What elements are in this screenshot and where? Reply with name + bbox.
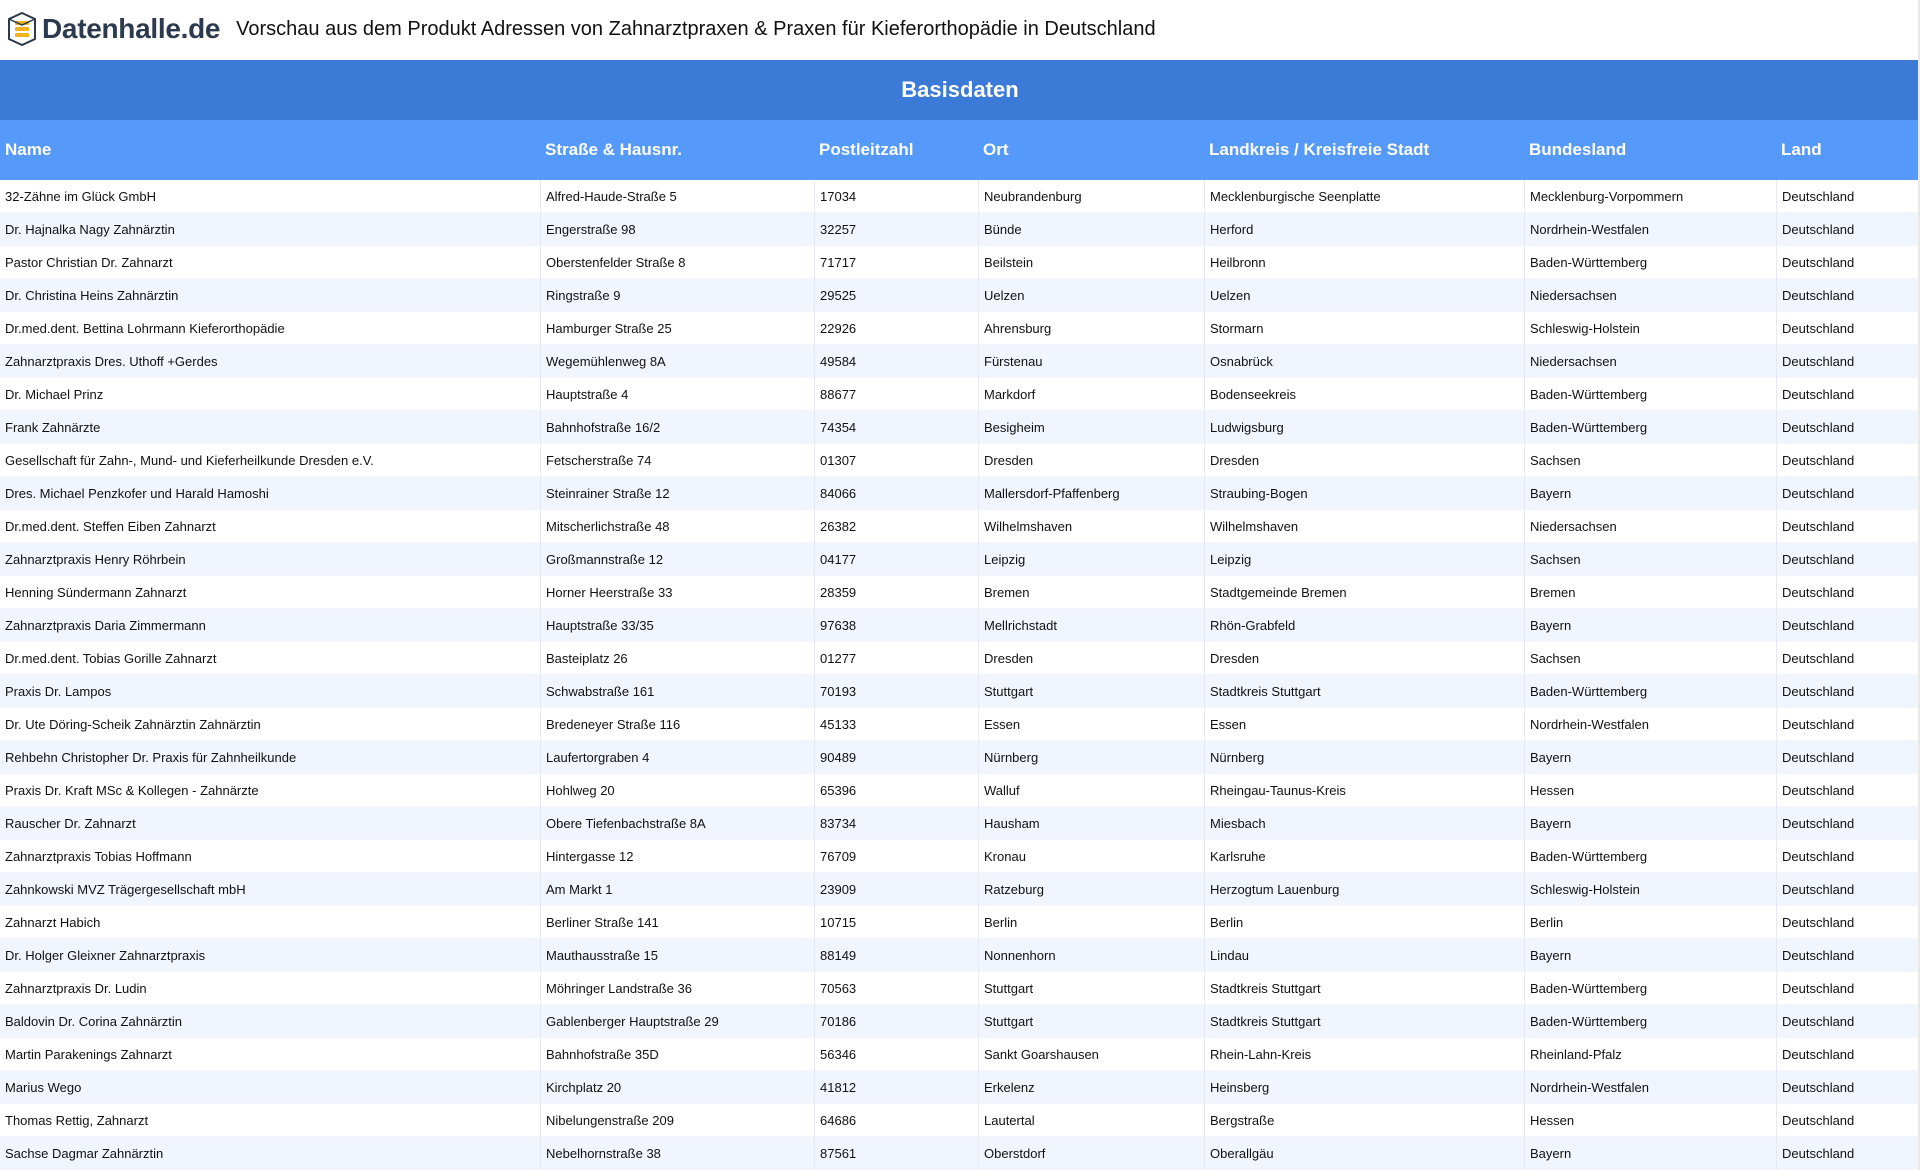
table-cell: Martin Parakenings Zahnarzt — [5, 1047, 172, 1062]
table-cell: Zahnarztpraxis Daria Zimmermann — [5, 618, 206, 633]
table-cell: Rauscher Dr. Zahnarzt — [5, 816, 136, 831]
page-title: Vorschau aus dem Produkt Adressen von Zahnarztpraxen & Praxen für Kieferorthopädie in Deutschland — [236, 17, 1156, 40]
table-cell: Mitscherlichstraße 48 — [540, 510, 814, 543]
table-cell: Wilhelmshaven — [978, 510, 1204, 543]
table-cell: Oberstdorf — [978, 1137, 1204, 1170]
table-cell: 90489 — [814, 741, 978, 774]
table-cell: Dresden — [978, 444, 1204, 477]
table-cell: Deutschland — [1776, 675, 1920, 708]
table-row[interactable] — [0, 180, 1920, 213]
table-cell: Mecklenburgische Seenplatte — [1204, 180, 1524, 213]
table-cell: Deutschland — [1776, 345, 1920, 378]
table-cell: 28359 — [814, 576, 978, 609]
table-cell: Berliner Straße 141 — [540, 906, 814, 939]
table-cell: Niedersachsen — [1524, 510, 1776, 543]
table-cell: Ahrensburg — [978, 312, 1204, 345]
table-cell: 84066 — [814, 477, 978, 510]
table-row[interactable] — [0, 774, 1920, 807]
table-cell: Niedersachsen — [1524, 279, 1776, 312]
table-row[interactable] — [0, 708, 1920, 741]
table-cell: Baden-Württemberg — [1524, 1005, 1776, 1038]
table-cell: 64686 — [814, 1104, 978, 1137]
table-cell: Bodenseekreis — [1204, 378, 1524, 411]
table-cell: Nonnenhorn — [978, 939, 1204, 972]
table-cell: Am Markt 1 — [540, 873, 814, 906]
table-cell: Zahnarztpraxis Tobias Hoffmann — [5, 849, 192, 864]
table-header-row — [0, 120, 1920, 180]
table-cell: Bayern — [1524, 1137, 1776, 1170]
table-cell: Zahnarzt Habich — [5, 915, 101, 930]
table-row[interactable] — [0, 1038, 1920, 1071]
table-cell: Mecklenburg-Vorpommern — [1524, 180, 1776, 213]
table-cell: Sachsen — [1524, 642, 1776, 675]
column-header[interactable]: Ort — [983, 140, 1009, 159]
table-row[interactable] — [0, 642, 1920, 675]
table-cell: Alfred-Haude-Straße 5 — [540, 180, 814, 213]
table-cell: 70193 — [814, 675, 978, 708]
table-cell: Deutschland — [1776, 609, 1920, 642]
table-cell: Dresden — [1204, 444, 1524, 477]
table-cell: 70563 — [814, 972, 978, 1005]
table-cell: Deutschland — [1776, 246, 1920, 279]
table-cell: Deutschland — [1776, 873, 1920, 906]
table-cell: Deutschland — [1776, 1137, 1920, 1170]
table-cell: Bahnhofstraße 16/2 — [540, 411, 814, 444]
table-cell: Deutschland — [1776, 444, 1920, 477]
table-cell: Nebelhornstraße 38 — [540, 1137, 814, 1170]
table-cell: Bremen — [1524, 576, 1776, 609]
table-cell: Engerstraße 98 — [540, 213, 814, 246]
table-row[interactable] — [0, 939, 1920, 972]
table-cell: Heinsberg — [1204, 1071, 1524, 1104]
table-cell: Praxis Dr. Lampos — [5, 684, 112, 699]
table-cell: Dresden — [978, 642, 1204, 675]
table-cell: Dr. Holger Gleixner Zahnarztpraxis — [5, 948, 206, 963]
table-cell: Sachse Dagmar Zahnärztin — [5, 1146, 164, 1161]
table-cell: Bredeneyer Straße 116 — [540, 708, 814, 741]
column-header[interactable]: Landkreis / Kreisfreie Stadt — [1209, 140, 1430, 159]
table-cell: Deutschland — [1776, 510, 1920, 543]
table-cell: Deutschland — [1776, 1071, 1920, 1104]
table-cell: Stadtkreis Stuttgart — [1204, 1005, 1524, 1038]
table-cell: Bahnhofstraße 35D — [540, 1038, 814, 1071]
table-cell: Stadtgemeinde Bremen — [1204, 576, 1524, 609]
table-cell: Hauptstraße 4 — [540, 378, 814, 411]
table-cell: Lautertal — [978, 1104, 1204, 1137]
table-cell: Rehbehn Christopher Dr. Praxis für Zahnheilkunde — [5, 750, 297, 765]
table-cell: Zahnarztpraxis Dr. Ludin — [5, 981, 147, 996]
table-cell: Obere Tiefenbachstraße 8A — [540, 807, 814, 840]
table-cell: Ratzeburg — [978, 873, 1204, 906]
table-cell: Dr.med.dent. Bettina Lohrmann Kieferorthopädie — [5, 321, 285, 336]
table-cell: 32-Zähne im Glück GmbH — [5, 189, 156, 204]
table-cell: Deutschland — [1776, 180, 1920, 213]
table-cell: Wilhelmshaven — [1204, 510, 1524, 543]
top-bar — [0, 0, 1920, 58]
table-cell: Großmannstraße 12 — [540, 543, 814, 576]
table-cell: Leipzig — [978, 543, 1204, 576]
table-cell: Deutschland — [1776, 543, 1920, 576]
table-cell: Möhringer Landstraße 36 — [540, 972, 814, 1005]
table-cell: Baldovin Dr. Corina Zahnärztin — [5, 1014, 183, 1029]
table-row[interactable] — [0, 213, 1920, 246]
table-cell: Horner Heerstraße 33 — [540, 576, 814, 609]
table-cell: 17034 — [814, 180, 978, 213]
table-cell: Neubrandenburg — [978, 180, 1204, 213]
table-cell: Bayern — [1524, 939, 1776, 972]
table-cell: Bayern — [1524, 741, 1776, 774]
table-cell: Zahnarztpraxis Henry Röhrbein — [5, 552, 186, 567]
table-cell: 23909 — [814, 873, 978, 906]
table-cell: Pastor Christian Dr. Zahnarzt — [5, 255, 173, 270]
table-cell: Dr. Hajnalka Nagy Zahnärztin — [5, 222, 175, 237]
table-cell: Rheinland-Pfalz — [1524, 1038, 1776, 1071]
table-cell: Bayern — [1524, 609, 1776, 642]
table-row[interactable] — [0, 510, 1920, 543]
table-row[interactable] — [0, 543, 1920, 576]
table-cell: Baden-Württemberg — [1524, 378, 1776, 411]
table-cell: Stadtkreis Stuttgart — [1204, 972, 1524, 1005]
table-cell: Sachsen — [1524, 444, 1776, 477]
table-cell: Fetscherstraße 74 — [540, 444, 814, 477]
table-cell: Basteiplatz 26 — [540, 642, 814, 675]
table-cell: 70186 — [814, 1005, 978, 1038]
column-header[interactable]: Postleitzahl — [819, 140, 914, 159]
table-cell: 88149 — [814, 939, 978, 972]
logo[interactable] — [6, 11, 220, 47]
table-cell: Baden-Württemberg — [1524, 675, 1776, 708]
table-cell: Rheingau-Taunus-Kreis — [1204, 774, 1524, 807]
table-cell: Leipzig — [1204, 543, 1524, 576]
table-cell: Herzogtum Lauenburg — [1204, 873, 1524, 906]
table-cell: Walluf — [978, 774, 1204, 807]
table-cell: Stormarn — [1204, 312, 1524, 345]
table-cell: Gablenberger Hauptstraße 29 — [540, 1005, 814, 1038]
table-cell: Hohlweg 20 — [540, 774, 814, 807]
table-cell: Deutschland — [1776, 1104, 1920, 1137]
table-cell: 74354 — [814, 411, 978, 444]
table-row[interactable] — [0, 477, 1920, 510]
column-header[interactable]: Bundesland — [1529, 140, 1627, 159]
table-cell: 76709 — [814, 840, 978, 873]
table-cell: 88677 — [814, 378, 978, 411]
table-cell: Deutschland — [1776, 1038, 1920, 1071]
table-cell: Lindau — [1204, 939, 1524, 972]
table-cell: Schwabstraße 161 — [540, 675, 814, 708]
table-cell: Dresden — [1204, 642, 1524, 675]
table-cell: 01277 — [814, 642, 978, 675]
table-cell: Niedersachsen — [1524, 345, 1776, 378]
table-cell: 22926 — [814, 312, 978, 345]
table-cell: Hintergasse 12 — [540, 840, 814, 873]
table-cell: Thomas Rettig, Zahnarzt — [5, 1113, 149, 1128]
table-cell: Bayern — [1524, 807, 1776, 840]
table-cell: Hausham — [978, 807, 1204, 840]
table-row[interactable] — [0, 972, 1920, 1005]
table-row[interactable] — [0, 873, 1920, 906]
table-cell: 49584 — [814, 345, 978, 378]
table-cell: Dr. Christina Heins Zahnärztin — [5, 288, 179, 303]
table-cell: Markdorf — [978, 378, 1204, 411]
table-cell: Rhön-Grabfeld — [1204, 609, 1524, 642]
table-cell: Bergstraße — [1204, 1104, 1524, 1137]
section-title-basisdaten: Basisdaten — [0, 60, 1920, 120]
table-cell: Deutschland — [1776, 840, 1920, 873]
table-cell: Fürstenau — [978, 345, 1204, 378]
table-cell: Nordrhein-Westfalen — [1524, 708, 1776, 741]
table-cell: 87561 — [814, 1137, 978, 1170]
table-cell: Nibelungenstraße 209 — [540, 1104, 814, 1137]
table-cell: 45133 — [814, 708, 978, 741]
table-row[interactable] — [0, 1005, 1920, 1038]
table-row[interactable] — [0, 312, 1920, 345]
table-cell: Deutschland — [1776, 312, 1920, 345]
table-row[interactable] — [0, 279, 1920, 312]
table-cell: Frank Zahnärzte — [5, 420, 101, 435]
table-cell: Baden-Württemberg — [1524, 972, 1776, 1005]
table-cell: Deutschland — [1776, 972, 1920, 1005]
table-cell: Deutschland — [1776, 741, 1920, 774]
table-cell: Essen — [978, 708, 1204, 741]
table-cell: Oberstenfelder Straße 8 — [540, 246, 814, 279]
table-cell: 97638 — [814, 609, 978, 642]
table-cell: 10715 — [814, 906, 978, 939]
table-cell: Kronau — [978, 840, 1204, 873]
table-cell: Herford — [1204, 213, 1524, 246]
table-cell: Zahnkowski MVZ Trägergesellschaft mbH — [5, 882, 246, 897]
table-cell: Miesbach — [1204, 807, 1524, 840]
table-row[interactable] — [0, 576, 1920, 609]
table-cell: Deutschland — [1776, 279, 1920, 312]
table-cell: Deutschland — [1776, 708, 1920, 741]
table-row[interactable] — [0, 906, 1920, 939]
table-row[interactable] — [0, 840, 1920, 873]
table-cell: Baden-Württemberg — [1524, 246, 1776, 279]
table-cell: Mauthausstraße 15 — [540, 939, 814, 972]
table-cell: Bremen — [978, 576, 1204, 609]
table-cell: Stuttgart — [978, 1005, 1204, 1038]
table-cell: Gesellschaft für Zahn-, Mund- und Kieferheilkunde Dresden e.V. — [5, 453, 374, 468]
table-cell: Rhein-Lahn-Kreis — [1204, 1038, 1524, 1071]
table-cell: Bayern — [1524, 477, 1776, 510]
table-cell: Baden-Württemberg — [1524, 411, 1776, 444]
table-cell: Schleswig-Holstein — [1524, 873, 1776, 906]
table-cell: Erkelenz — [978, 1071, 1204, 1104]
table-cell: Besigheim — [978, 411, 1204, 444]
table-cell: Heilbronn — [1204, 246, 1524, 279]
table-cell: Deutschland — [1776, 576, 1920, 609]
table-row[interactable] — [0, 1071, 1920, 1104]
table-cell: Dres. Michael Penzkofer und Harald Hamoshi — [5, 486, 269, 501]
table-row[interactable] — [0, 675, 1920, 708]
table-cell: Deutschland — [1776, 477, 1920, 510]
table-cell: Hessen — [1524, 774, 1776, 807]
table-cell: Deutschland — [1776, 939, 1920, 972]
table-cell: Mallersdorf-Pfaffenberg — [978, 477, 1204, 510]
table-cell: Hamburger Straße 25 — [540, 312, 814, 345]
column-header[interactable]: Straße & Hausnr. — [545, 140, 682, 159]
table-cell: Straubing-Bogen — [1204, 477, 1524, 510]
table-cell: Deutschland — [1776, 642, 1920, 675]
table-cell: Nürnberg — [978, 741, 1204, 774]
table-cell: Henning Sündermann Zahnarzt — [5, 585, 187, 600]
table-cell: Dr. Ute Döring-Scheik Zahnärztin Zahnärztin — [5, 717, 261, 732]
table-cell: Hauptstraße 33/35 — [540, 609, 814, 642]
table-cell: Sachsen — [1524, 543, 1776, 576]
table-cell: Ludwigsburg — [1204, 411, 1524, 444]
table-cell: Stadtkreis Stuttgart — [1204, 675, 1524, 708]
table-row[interactable] — [0, 345, 1920, 378]
table-cell: Stuttgart — [978, 675, 1204, 708]
table-row[interactable] — [0, 246, 1920, 279]
table-cell: Nürnberg — [1204, 741, 1524, 774]
table-cell: Wegemühlenweg 8A — [540, 345, 814, 378]
table-row[interactable] — [0, 444, 1920, 477]
table-cell: Nordrhein-Westfalen — [1524, 213, 1776, 246]
table-cell: 32257 — [814, 213, 978, 246]
table-cell: Laufertorgraben 4 — [540, 741, 814, 774]
table-cell: Uelzen — [1204, 279, 1524, 312]
table-cell: Kirchplatz 20 — [540, 1071, 814, 1104]
table-cell: Sankt Goarshausen — [978, 1038, 1204, 1071]
table-row[interactable] — [0, 609, 1920, 642]
table-row[interactable] — [0, 411, 1920, 444]
table-row[interactable] — [0, 1104, 1920, 1137]
table-cell: Praxis Dr. Kraft MSc & Kollegen - Zahnärzte — [5, 783, 259, 798]
table-cell: Bünde — [978, 213, 1204, 246]
table-cell: 41812 — [814, 1071, 978, 1104]
table-cell: Schleswig-Holstein — [1524, 312, 1776, 345]
table-cell: Oberallgäu — [1204, 1137, 1524, 1170]
table-cell: Berlin — [1524, 906, 1776, 939]
table-cell: Mellrichstadt — [978, 609, 1204, 642]
table-cell: 71717 — [814, 246, 978, 279]
table-cell: Hessen — [1524, 1104, 1776, 1137]
table-cell: 04177 — [814, 543, 978, 576]
table-row[interactable] — [0, 741, 1920, 774]
table-cell: Deutschland — [1776, 906, 1920, 939]
datenhalle-stack-icon — [6, 11, 38, 47]
table-cell: 56346 — [814, 1038, 978, 1071]
table-row[interactable] — [0, 378, 1920, 411]
table-cell: Steinrainer Straße 12 — [540, 477, 814, 510]
table-cell: Deutschland — [1776, 213, 1920, 246]
table-cell: Deutschland — [1776, 807, 1920, 840]
table-cell: Berlin — [978, 906, 1204, 939]
table-cell: Marius Wego — [5, 1080, 82, 1095]
table-cell: Stuttgart — [978, 972, 1204, 1005]
table-cell: Deutschland — [1776, 1005, 1920, 1038]
table-cell: Deutschland — [1776, 378, 1920, 411]
logo-text: Datenhalle.de — [42, 13, 221, 44]
table-cell: 26382 — [814, 510, 978, 543]
table-cell: Osnabrück — [1204, 345, 1524, 378]
table-cell: Beilstein — [978, 246, 1204, 279]
table-cell: Ringstraße 9 — [540, 279, 814, 312]
table-cell: Dr.med.dent. Steffen Eiben Zahnarzt — [5, 519, 216, 534]
table-cell: 01307 — [814, 444, 978, 477]
table-cell: Deutschland — [1776, 411, 1920, 444]
table-cell: Deutschland — [1776, 774, 1920, 807]
table-cell: Baden-Württemberg — [1524, 840, 1776, 873]
table-row[interactable] — [0, 807, 1920, 840]
table-cell: 83734 — [814, 807, 978, 840]
table-cell: 29525 — [814, 279, 978, 312]
column-header[interactable]: Name — [5, 140, 52, 159]
table-cell: Karlsruhe — [1204, 840, 1524, 873]
table-cell: Uelzen — [978, 279, 1204, 312]
table-cell: 65396 — [814, 774, 978, 807]
table-row[interactable] — [0, 1137, 1920, 1170]
table-cell: Zahnarztpraxis Dres. Uthoff +Gerdes — [5, 354, 218, 369]
column-header[interactable]: Land — [1781, 140, 1822, 159]
table-cell: Berlin — [1204, 906, 1524, 939]
table-cell: Dr. Michael Prinz — [5, 387, 104, 402]
table-body — [0, 180, 1920, 1170]
table-cell: Nordrhein-Westfalen — [1524, 1071, 1776, 1104]
table-cell: Dr.med.dent. Tobias Gorille Zahnarzt — [5, 651, 217, 666]
table-cell: Essen — [1204, 708, 1524, 741]
